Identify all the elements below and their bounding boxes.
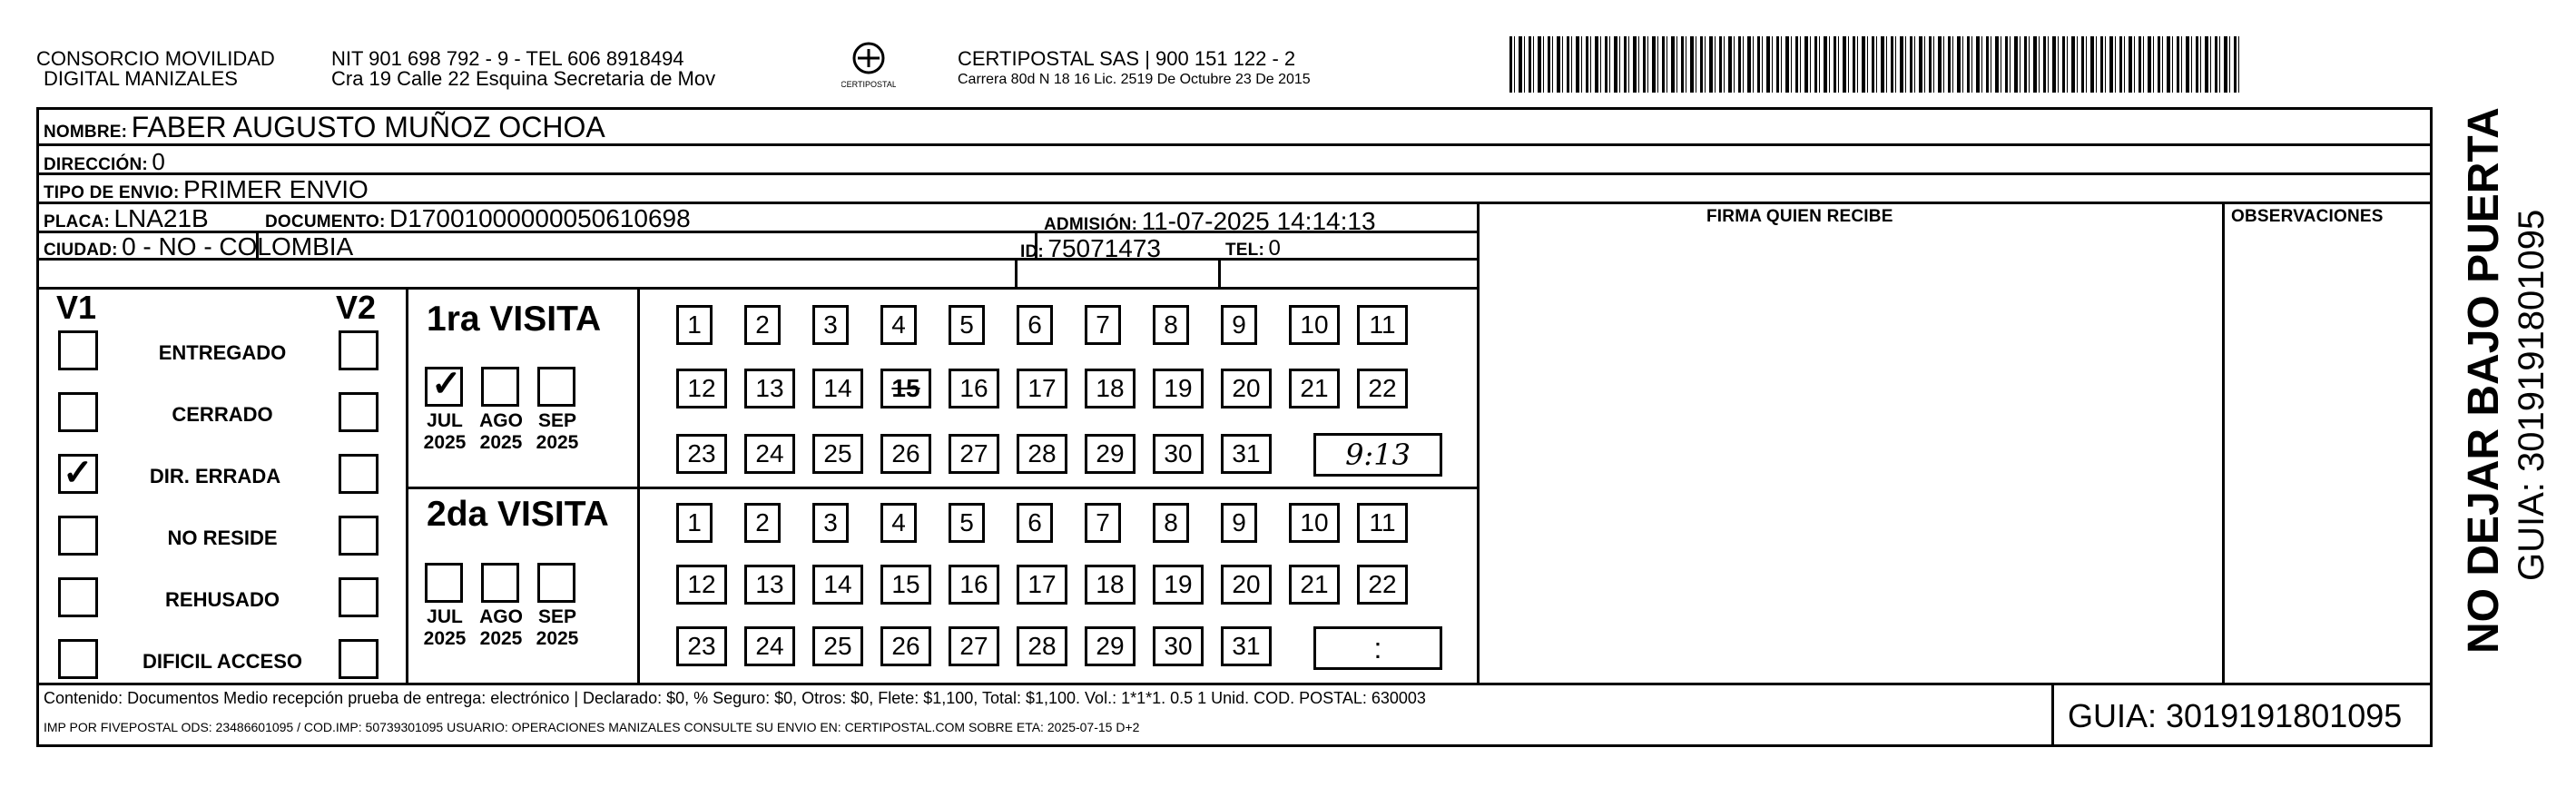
courier-address: Carrera 80d N 18 16 Lic. 2519 De Octubre 23 De 2015 [958,72,1311,87]
day-box[interactable]: 8 [1153,305,1189,345]
day-box[interactable]: 28 [1017,434,1067,474]
day-box[interactable]: 21 [1289,369,1340,408]
day-box[interactable]: 5 [949,305,985,345]
id-value: 75071473 [1047,234,1161,262]
day-box[interactable]: 2 [744,305,781,345]
day-box[interactable]: 2 [744,503,781,543]
v1-checkbox[interactable] [58,577,98,617]
check-mark-icon: ✓ [63,453,93,493]
day-box[interactable]: 7 [1085,305,1121,345]
courier-name: CERTIPOSTAL SAS | 900 151 122 - 2 [958,47,1296,70]
certipostal-logo [841,40,896,94]
company-name-line1: CONSORCIO MOVILIDAD [36,47,275,70]
v2-checkbox[interactable] [339,454,379,494]
day-box[interactable]: 4 [880,305,917,345]
v1-label: V1 [56,289,97,326]
day-box[interactable]: 11 [1357,305,1408,345]
no-dejar-warning: NO DEJAR BAJO PUERTA [2460,107,2508,654]
id-label: ID: [1020,242,1044,261]
nombre-field [44,113,605,143]
v2-checkbox[interactable] [339,392,379,432]
day-box[interactable]: 26 [880,434,931,474]
day-box[interactable]: 30 [1153,626,1204,666]
firma-header: FIRMA QUIEN RECIBE [1706,207,1893,226]
year-label: 2025 [479,432,523,453]
v1-checkbox[interactable] [58,454,98,494]
placa-label: PLACA: [44,212,110,231]
day-box[interactable]: 6 [1017,503,1053,543]
footer-guia: GUIA: 3019191801095 [2068,697,2403,734]
v1-checkbox[interactable] [58,639,98,679]
status-label: DIFICIL ACCESO [142,650,302,673]
day-box[interactable]: 21 [1289,565,1340,605]
id-field [1020,234,1161,263]
day-box[interactable]: 25 [812,434,863,474]
logo-text: CERTIPOSTAL [841,80,896,89]
footer-imp-line: IMP POR FIVEPOSTAL ODS: 23486601095 / COD.IMP: 50739301095 USUARIO: OPERACIONES MANIZALES CONSULTE SU ENVIO EN: CERTIPOSTAL.COM SOBRE ETA: 2025-07-15 D+2 [44,720,1140,734]
tel-field [1225,234,1281,263]
v1-checkbox[interactable] [58,392,98,432]
day-box[interactable]: 25 [812,626,863,666]
month-checkbox[interactable] [537,367,575,407]
day-box[interactable]: 28 [1017,626,1067,666]
day-box[interactable]: 4 [880,503,917,543]
day-box[interactable]: 6 [1017,305,1053,345]
day-box[interactable]: 22 [1357,565,1408,605]
month-label: AGO [479,606,523,627]
month-checkbox[interactable] [481,367,519,407]
day-box[interactable]: 3 [812,305,849,345]
day-box[interactable]: 1 [676,305,713,345]
v2-checkbox[interactable] [339,639,379,679]
company-name-line2: DIGITAL MANIZALES [44,67,238,90]
documento-field [265,204,691,233]
day-box[interactable]: 12 [676,369,727,408]
v2-checkbox[interactable] [339,516,379,556]
day-box[interactable]: 31 [1221,626,1272,666]
month-checkbox[interactable] [537,563,575,603]
barcode [1509,36,2243,93]
day-box[interactable]: 9 [1221,305,1257,345]
direccion-label: DIRECCIÓN: [44,155,148,174]
day-box[interactable]: 9 [1221,503,1257,543]
year-label: 2025 [536,432,579,453]
day-box[interactable]: 7 [1085,503,1121,543]
v2-checkbox[interactable] [339,330,379,370]
day-box[interactable]: 13 [744,369,795,408]
day-box[interactable]: 14 [812,369,863,408]
first-visit-time[interactable]: 9:13 [1313,433,1442,477]
admision-label: ADMISIÓN: [1044,215,1138,234]
placa-field [44,204,209,233]
day-box[interactable]: 15 [880,369,931,408]
ciudad-label: CIUDAD: [44,241,118,260]
year-label: 2025 [536,628,579,649]
month-label: SEP [537,410,577,431]
nombre-value: FABER AUGUSTO MUÑOZ OCHOA [131,111,605,143]
status-label: DIR. ERRADA [149,465,281,487]
placa-value: LNA21B [113,204,209,232]
day-box[interactable]: 29 [1085,434,1136,474]
status-label: REHUSADO [165,588,280,611]
day-box[interactable]: 16 [949,565,999,605]
first-visit-title: 1ra VISITA [427,300,602,339]
day-box[interactable]: 17 [1017,565,1067,605]
day-box[interactable]: 3 [812,503,849,543]
day-box[interactable]: 14 [812,565,863,605]
ciudad-value: 0 - NO - COLOMBIA [122,232,354,261]
day-box[interactable]: 5 [949,503,985,543]
month-checkbox[interactable] [481,563,519,603]
ciudad-field [44,232,353,261]
status-label: CERRADO [172,403,273,426]
month-label: SEP [537,606,577,627]
side-guia: GUIA: 3019191801095 [2512,209,2551,581]
day-box[interactable]: 11 [1357,503,1408,543]
month-label: AGO [479,410,523,431]
day-box[interactable]: 19 [1153,369,1204,408]
status-label: ENTREGADO [158,341,287,364]
direccion-value: 0 [152,148,165,175]
month-checkbox[interactable] [425,364,463,407]
day-box[interactable]: 12 [676,565,727,605]
month-checkbox[interactable] [425,563,463,603]
day-box[interactable]: 18 [1085,369,1136,408]
v1-checkbox[interactable] [58,330,98,370]
company-nit: NIT 901 698 792 - 9 - TEL 606 8918494 [331,47,684,70]
second-visit-time[interactable]: : [1313,626,1442,670]
check-mark-icon: ✓ [431,364,462,404]
status-label: NO RESIDE [167,527,278,549]
documento-value: D17001000000050610698 [389,204,691,232]
day-box[interactable]: 24 [744,626,795,666]
v1-checkbox[interactable] [58,516,98,556]
v2-label: V2 [336,289,377,326]
day-box[interactable]: 30 [1153,434,1204,474]
day-box[interactable]: 27 [949,434,999,474]
day-box[interactable]: 10 [1289,305,1340,345]
day-box[interactable]: 22 [1357,369,1408,408]
day-box[interactable]: 13 [744,565,795,605]
month-label: JUL [427,410,463,431]
v2-checkbox[interactable] [339,577,379,617]
second-visit-title: 2da VISITA [427,495,609,534]
day-box[interactable]: 24 [744,434,795,474]
day-box[interactable]: 20 [1221,369,1272,408]
admision-value: 11-07-2025 14:14:13 [1141,207,1376,235]
year-label: 2025 [479,628,523,649]
documento-label: DOCUMENTO: [265,212,386,231]
year-label: 2025 [423,432,467,453]
day-box[interactable]: 1 [676,503,713,543]
tipo-envio-value: PRIMER ENVIO [183,175,369,203]
admision-field [1044,207,1376,236]
day-box[interactable]: 15 [880,565,931,605]
direccion-field [44,147,165,176]
tel-label: TEL: [1225,241,1265,260]
footer-content-line: Contenido: Documentos Medio recepción prueba de entrega: electrónico | Declarado: $0, % Seguro: $0, Otros: $0, Flete: $1,100, Total: $1,100. Vol.: 1*1*1. 0.5 1 Unid. COD. POSTAL: 630003 [44,689,1426,707]
day-box[interactable]: 20 [1221,565,1272,605]
day-box[interactable]: 18 [1085,565,1136,605]
day-box[interactable]: 19 [1153,565,1204,605]
day-box[interactable]: 16 [949,369,999,408]
nombre-label: NOMBRE: [44,123,128,142]
day-box[interactable]: 10 [1289,503,1340,543]
day-box[interactable]: 23 [676,626,727,666]
tel-value: 0 [1268,236,1281,261]
tipo-envio-field [44,175,369,204]
day-box[interactable]: 29 [1085,626,1136,666]
day-box[interactable]: 26 [880,626,931,666]
day-box[interactable]: 17 [1017,369,1067,408]
day-box[interactable]: 8 [1153,503,1189,543]
month-label: JUL [427,606,463,627]
tipo-envio-label: TIPO DE ENVIO: [44,183,180,202]
company-address: Cra 19 Calle 22 Esquina Secretaria de Mov [331,67,716,90]
day-box[interactable]: 31 [1221,434,1272,474]
observaciones-header: OBSERVACIONES [2231,207,2384,226]
day-box[interactable]: 23 [676,434,727,474]
year-label: 2025 [423,628,467,649]
day-box[interactable]: 27 [949,626,999,666]
